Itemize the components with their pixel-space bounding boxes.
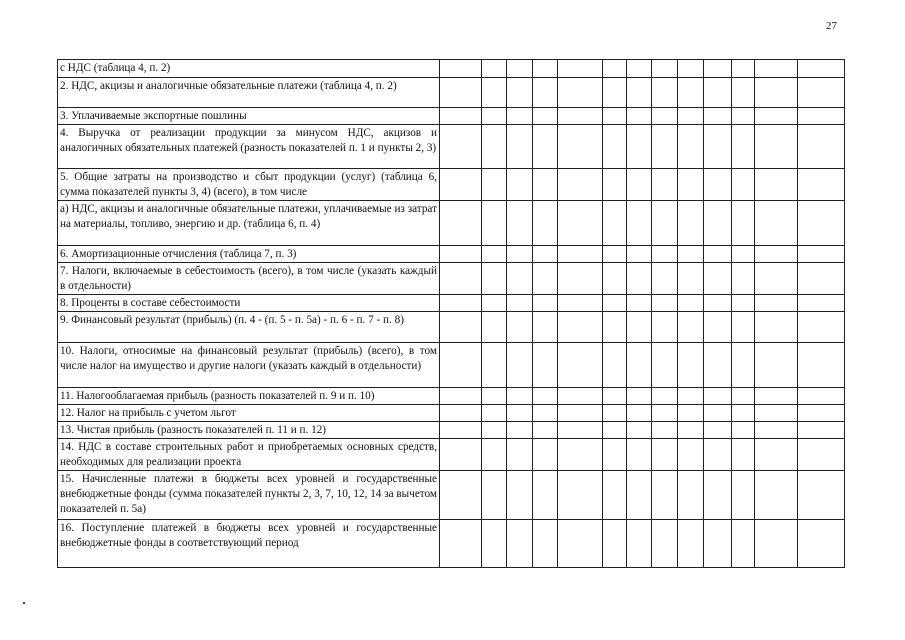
value-cell xyxy=(440,263,482,295)
value-cell xyxy=(558,263,603,295)
value-cell xyxy=(732,78,755,108)
row-label: 7. Налоги, включаемые в себестоимость (всего), в том числе (указать каждый в отдельности) xyxy=(58,263,440,295)
value-cell xyxy=(704,405,732,422)
row-label: 11. Налогооблагаемая прибыль (разность показателей п. 9 и п. 10) xyxy=(58,388,440,405)
value-cell xyxy=(652,520,678,568)
value-cell xyxy=(533,169,558,201)
value-cell xyxy=(482,125,507,169)
value-cell xyxy=(652,246,678,263)
value-cell xyxy=(627,201,652,246)
value-cell xyxy=(652,388,678,405)
value-cell xyxy=(678,520,704,568)
value-cell xyxy=(533,60,558,78)
value-cell xyxy=(507,60,533,78)
value-cell xyxy=(798,343,845,388)
value-cell xyxy=(755,422,798,439)
value-cell xyxy=(603,520,627,568)
value-cell xyxy=(533,520,558,568)
value-cell xyxy=(533,246,558,263)
table-row xyxy=(58,388,845,405)
row-label: 12. Налог на прибыль с учетом льгот xyxy=(58,405,440,422)
value-cell xyxy=(652,169,678,201)
table-row xyxy=(58,439,845,471)
value-cell xyxy=(507,169,533,201)
value-cell xyxy=(482,246,507,263)
value-cell xyxy=(678,263,704,295)
value-cell xyxy=(558,405,603,422)
value-cell xyxy=(533,108,558,125)
value-cell xyxy=(732,263,755,295)
value-cell xyxy=(533,125,558,169)
value-cell xyxy=(440,388,482,405)
value-cell xyxy=(533,201,558,246)
value-cell xyxy=(482,439,507,471)
value-cell xyxy=(652,263,678,295)
value-cell xyxy=(732,246,755,263)
value-cell xyxy=(704,78,732,108)
value-cell xyxy=(704,60,732,78)
value-cell xyxy=(507,343,533,388)
table-row xyxy=(58,201,845,246)
value-cell xyxy=(678,312,704,343)
value-cell xyxy=(652,295,678,312)
value-cell xyxy=(558,246,603,263)
value-cell xyxy=(482,405,507,422)
value-cell xyxy=(603,312,627,343)
value-cell xyxy=(603,295,627,312)
value-cell xyxy=(732,295,755,312)
financial-indicators-table xyxy=(57,59,845,568)
value-cell xyxy=(627,169,652,201)
value-cell xyxy=(627,246,652,263)
value-cell xyxy=(440,422,482,439)
value-cell xyxy=(755,312,798,343)
value-cell xyxy=(440,295,482,312)
value-cell xyxy=(533,405,558,422)
value-cell xyxy=(755,169,798,201)
value-cell xyxy=(704,169,732,201)
value-cell xyxy=(558,125,603,169)
value-cell xyxy=(627,295,652,312)
value-cell xyxy=(558,60,603,78)
value-cell xyxy=(627,125,652,169)
value-cell xyxy=(678,388,704,405)
value-cell xyxy=(440,405,482,422)
value-cell xyxy=(704,343,732,388)
value-cell xyxy=(533,422,558,439)
value-cell xyxy=(533,439,558,471)
value-cell xyxy=(440,125,482,169)
table-row xyxy=(58,343,845,388)
value-cell xyxy=(482,343,507,388)
row-label: 6. Амортизационные отчисления (таблица 7, п. 3) xyxy=(58,246,440,263)
value-cell xyxy=(704,388,732,405)
value-cell xyxy=(704,312,732,343)
value-cell xyxy=(678,169,704,201)
value-cell xyxy=(627,471,652,520)
value-cell xyxy=(603,405,627,422)
value-cell xyxy=(755,246,798,263)
value-cell xyxy=(603,169,627,201)
row-label: 8. Проценты в составе себестоимости xyxy=(58,295,440,312)
row-label: 4. Выручка от реализации продукции за минусом НДС, акцизов и аналогичных обязательных платежей (разность показателей п. 1 и пункты 2, 3) xyxy=(58,125,440,169)
value-cell xyxy=(704,422,732,439)
value-cell xyxy=(440,108,482,125)
value-cell xyxy=(627,520,652,568)
table-row xyxy=(58,295,845,312)
value-cell xyxy=(603,471,627,520)
value-cell xyxy=(627,60,652,78)
value-cell xyxy=(704,439,732,471)
table-row xyxy=(58,422,845,439)
table-row xyxy=(58,169,845,201)
row-label: 2. НДС, акцизы и аналогичные обязательные платежи (таблица 4, п. 2) xyxy=(58,78,440,108)
value-cell xyxy=(755,108,798,125)
value-cell xyxy=(507,295,533,312)
value-cell xyxy=(482,60,507,78)
table-row xyxy=(58,125,845,169)
value-cell xyxy=(678,405,704,422)
value-cell xyxy=(507,201,533,246)
value-cell xyxy=(732,388,755,405)
value-cell xyxy=(678,60,704,78)
row-label: 16. Поступление платежей в бюджеты всех уровней и государственные внебюджетные фонды в соответствующий период xyxy=(58,520,440,568)
value-cell xyxy=(558,439,603,471)
value-cell xyxy=(507,520,533,568)
value-cell xyxy=(603,422,627,439)
value-cell xyxy=(755,520,798,568)
value-cell xyxy=(507,312,533,343)
value-cell xyxy=(558,201,603,246)
scan-speck xyxy=(23,602,25,604)
value-cell xyxy=(440,343,482,388)
value-cell xyxy=(732,125,755,169)
value-cell xyxy=(558,520,603,568)
value-cell xyxy=(533,263,558,295)
value-cell xyxy=(798,78,845,108)
value-cell xyxy=(482,471,507,520)
value-cell xyxy=(678,108,704,125)
page-number: 27 xyxy=(826,20,837,32)
value-cell xyxy=(652,78,678,108)
value-cell xyxy=(603,246,627,263)
value-cell xyxy=(627,405,652,422)
row-label: 14. НДС в составе строительных работ и приобретаемых основных средств, необходимых для реализации проекта xyxy=(58,439,440,471)
value-cell xyxy=(755,343,798,388)
table-row xyxy=(58,405,845,422)
value-cell xyxy=(678,343,704,388)
value-cell xyxy=(652,471,678,520)
value-cell xyxy=(678,201,704,246)
value-cell xyxy=(507,108,533,125)
value-cell xyxy=(558,343,603,388)
table-row xyxy=(58,520,845,568)
row-label: 10. Налоги, относимые на финансовый результат (прибыль) (всего), в том числе налог на имущество и другие налоги (указать каждый в отдельности) xyxy=(58,343,440,388)
value-cell xyxy=(732,108,755,125)
value-cell xyxy=(440,439,482,471)
value-cell xyxy=(704,125,732,169)
value-cell xyxy=(603,439,627,471)
value-cell xyxy=(732,422,755,439)
value-cell xyxy=(704,263,732,295)
value-cell xyxy=(533,343,558,388)
value-cell xyxy=(627,439,652,471)
value-cell xyxy=(798,60,845,78)
value-cell xyxy=(798,405,845,422)
value-cell xyxy=(627,422,652,439)
value-cell xyxy=(652,125,678,169)
value-cell xyxy=(755,60,798,78)
value-cell xyxy=(798,125,845,169)
value-cell xyxy=(798,439,845,471)
value-cell xyxy=(798,312,845,343)
value-cell xyxy=(678,422,704,439)
row-label: а) НДС, акцизы и аналогичные обязательные платежи, уплачиваемые из затрат на материалы, топливо, энергию и др. (таблица 6, п. 4) xyxy=(58,201,440,246)
value-cell xyxy=(482,295,507,312)
value-cell xyxy=(652,343,678,388)
value-cell xyxy=(755,125,798,169)
value-cell xyxy=(507,422,533,439)
value-cell xyxy=(507,78,533,108)
value-cell xyxy=(798,201,845,246)
value-cell xyxy=(755,439,798,471)
value-cell xyxy=(533,471,558,520)
value-cell xyxy=(627,312,652,343)
table-row xyxy=(58,60,845,78)
value-cell xyxy=(755,388,798,405)
value-cell xyxy=(440,520,482,568)
value-cell xyxy=(482,388,507,405)
row-label: 5. Общие затраты на производство и сбыт продукции (услуг) (таблица 6, сумма показателей пункты 3, 4) (всего), в том числе xyxy=(58,169,440,201)
value-cell xyxy=(507,246,533,263)
value-cell xyxy=(603,263,627,295)
value-cell xyxy=(603,108,627,125)
value-cell xyxy=(732,169,755,201)
value-cell xyxy=(507,439,533,471)
row-label: с НДС (таблица 4, п. 2) xyxy=(58,60,440,78)
value-cell xyxy=(482,422,507,439)
value-cell xyxy=(798,388,845,405)
row-label: 15. Начисленные платежи в бюджеты всех уровней и государственные внебюджетные фонды (сумма показателей пункты 2, 3, 7, 10, 12, 14 за вычетом показателей п. 5а) xyxy=(58,471,440,520)
value-cell xyxy=(732,471,755,520)
value-cell xyxy=(533,295,558,312)
value-cell xyxy=(603,78,627,108)
value-cell xyxy=(652,405,678,422)
value-cell xyxy=(558,471,603,520)
value-cell xyxy=(652,60,678,78)
value-cell xyxy=(440,60,482,78)
value-cell xyxy=(507,471,533,520)
value-cell xyxy=(558,312,603,343)
row-label: 3. Уплачиваемые экспортные пошлины xyxy=(58,108,440,125)
value-cell xyxy=(755,201,798,246)
value-cell xyxy=(533,78,558,108)
value-cell xyxy=(482,169,507,201)
value-cell xyxy=(652,312,678,343)
value-cell xyxy=(558,388,603,405)
table-row xyxy=(58,78,845,108)
table-row xyxy=(58,312,845,343)
value-cell xyxy=(798,169,845,201)
value-cell xyxy=(678,471,704,520)
value-cell xyxy=(533,388,558,405)
value-cell xyxy=(482,108,507,125)
value-cell xyxy=(507,125,533,169)
row-label: 9. Финансовый результат (прибыль) (п. 4 - (п. 5 - п. 5а) - п. 6 - п. 7 - п. 8) xyxy=(58,312,440,343)
value-cell xyxy=(482,78,507,108)
value-cell xyxy=(678,246,704,263)
value-cell xyxy=(652,201,678,246)
value-cell xyxy=(732,60,755,78)
value-cell xyxy=(507,263,533,295)
value-cell xyxy=(732,312,755,343)
value-cell xyxy=(704,201,732,246)
value-cell xyxy=(507,388,533,405)
value-cell xyxy=(440,78,482,108)
table-row xyxy=(58,108,845,125)
value-cell xyxy=(440,201,482,246)
value-cell xyxy=(732,201,755,246)
value-cell xyxy=(798,108,845,125)
value-cell xyxy=(558,108,603,125)
value-cell xyxy=(798,422,845,439)
value-cell xyxy=(755,471,798,520)
value-cell xyxy=(798,263,845,295)
row-label: 13. Чистая прибыль (разность показателей п. 11 и п. 12) xyxy=(58,422,440,439)
value-cell xyxy=(507,405,533,422)
value-cell xyxy=(558,422,603,439)
value-cell xyxy=(603,343,627,388)
value-cell xyxy=(533,312,558,343)
value-cell xyxy=(603,388,627,405)
value-cell xyxy=(704,471,732,520)
value-cell xyxy=(755,78,798,108)
value-cell xyxy=(440,169,482,201)
value-cell xyxy=(440,312,482,343)
value-cell xyxy=(755,295,798,312)
value-cell xyxy=(627,78,652,108)
value-cell xyxy=(440,246,482,263)
value-cell xyxy=(482,520,507,568)
table-row xyxy=(58,263,845,295)
value-cell xyxy=(732,520,755,568)
value-cell xyxy=(652,439,678,471)
value-cell xyxy=(678,439,704,471)
value-cell xyxy=(732,343,755,388)
value-cell xyxy=(558,169,603,201)
value-cell xyxy=(704,295,732,312)
value-cell xyxy=(627,388,652,405)
value-cell xyxy=(755,405,798,422)
value-cell xyxy=(627,343,652,388)
value-cell xyxy=(603,60,627,78)
value-cell xyxy=(704,246,732,263)
table-row xyxy=(58,246,845,263)
value-cell xyxy=(678,125,704,169)
value-cell xyxy=(603,125,627,169)
value-cell xyxy=(652,108,678,125)
value-cell xyxy=(482,201,507,246)
value-cell xyxy=(798,295,845,312)
value-cell xyxy=(627,263,652,295)
value-cell xyxy=(482,312,507,343)
value-cell xyxy=(558,295,603,312)
value-cell xyxy=(652,422,678,439)
value-cell xyxy=(755,263,798,295)
value-cell xyxy=(558,78,603,108)
table-row xyxy=(58,471,845,520)
value-cell xyxy=(704,108,732,125)
value-cell xyxy=(798,520,845,568)
value-cell xyxy=(678,295,704,312)
value-cell xyxy=(732,439,755,471)
value-cell xyxy=(732,405,755,422)
value-cell xyxy=(627,108,652,125)
value-cell xyxy=(798,246,845,263)
value-cell xyxy=(482,263,507,295)
value-cell xyxy=(440,471,482,520)
value-cell xyxy=(678,78,704,108)
value-cell xyxy=(704,520,732,568)
value-cell xyxy=(603,201,627,246)
value-cell xyxy=(798,471,845,520)
